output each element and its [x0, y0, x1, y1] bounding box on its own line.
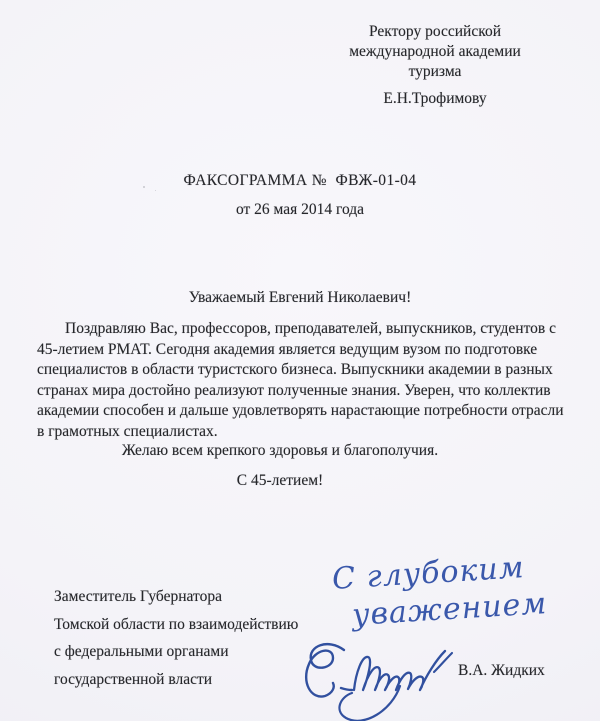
document-date: от 26 мая 2014 года: [235, 201, 365, 218]
body-line: специалистов в области туристского бизнеса. Выпускники академии в разных: [37, 361, 553, 379]
body-line: академии способен и дальше удовлетворять нарастающие потребности отрасли: [37, 402, 564, 420]
handwritten-closing-line2: уважением: [351, 586, 549, 633]
body-line: в грамотных специалистах.: [37, 422, 218, 440]
signature-stroke: [306, 644, 344, 696]
salutation: Уважаемый Евгений Николаевич!: [188, 289, 412, 306]
signature-stroke: [354, 651, 445, 690]
wish-line: Желаю всем крепкого здоровья и благополучия.: [121, 442, 439, 459]
signature-stroke: [341, 688, 352, 690]
sender-position-line: государственной власти: [54, 670, 213, 688]
signature-stroke: [339, 686, 400, 721]
sender-position-block: [54, 583, 298, 693]
sender-position-line: с федеральными органами: [54, 643, 229, 661]
anniversary-line: С 45-летием!: [236, 472, 324, 489]
recipient-line: международной академии: [349, 43, 521, 60]
scan-speck: [143, 186, 145, 188]
recipient-line: Ректору российской: [368, 23, 501, 40]
signature-stroke: [434, 653, 452, 672]
handwritten-closing-line1: С глубоким: [331, 550, 526, 597]
body-line: странах мира достойно реализуют полученные знания. Уверен, что коллектив: [37, 381, 551, 399]
scan-speck: [155, 190, 156, 191]
sender-position-line: Томской области по взаимодействию: [54, 615, 299, 633]
sender-position-line: Заместитель Губернатора: [54, 588, 222, 605]
signer-typed-name: В.А. Жидких: [458, 662, 545, 679]
recipient-block: [325, 22, 545, 109]
document-title: ФАКСОГРАММА № ФВЖ-01-04: [183, 172, 417, 189]
body-line: 45-летием РМАТ. Сегодня академия является ведущим вузом по подготовке: [37, 340, 538, 358]
body-line: Поздравляю Вас, профессоров, преподавателей, выпускников, студентов с: [65, 320, 556, 337]
recipient-line: туризма: [408, 63, 462, 80]
body-paragraph: [37, 319, 582, 443]
recipient-name: Е.Н.Трофимову: [383, 90, 487, 107]
